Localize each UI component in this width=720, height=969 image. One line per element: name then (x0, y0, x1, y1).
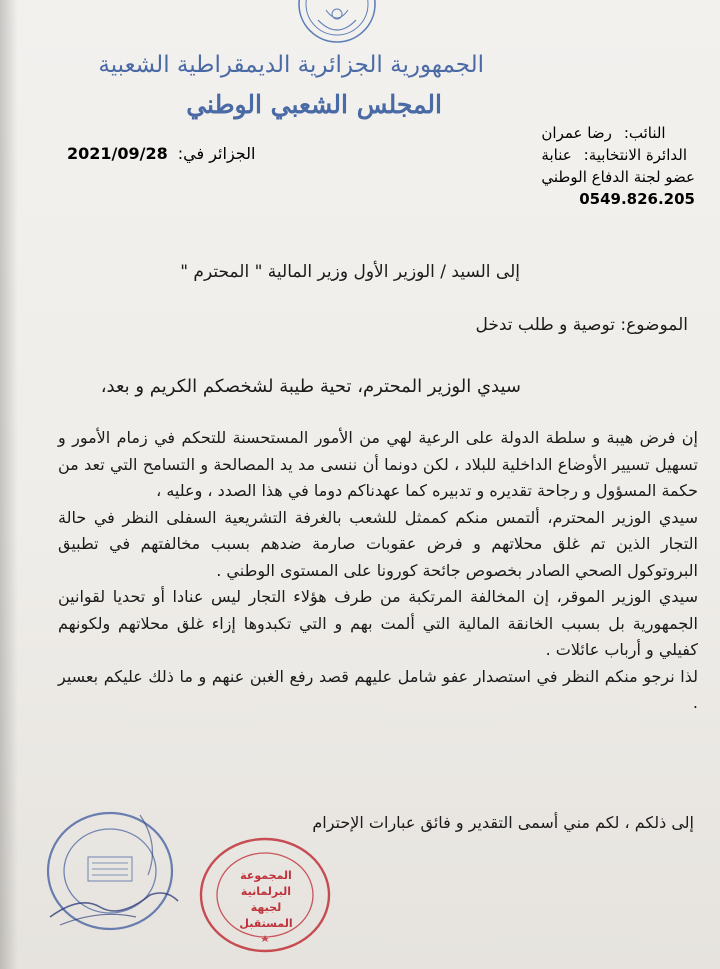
greeting-line: سيدي الوزير المحترم، تحية طيبة لشخصكم الكريم و بعد، (100, 376, 521, 397)
subject-line: الموضوع: توصية و طلب تدخل (475, 315, 688, 335)
deputy-label: النائب: (623, 124, 666, 142)
deputy-name: رضا عمران (541, 124, 612, 142)
closing-line: إلى ذلكم ، لكم مني أسمى التقدير و فائق عبارات الإحترام (312, 813, 694, 832)
body-paragraph: لذا نرجو منكم النظر في استصدار عفو شامل عليهم قصد رفع الغبن عنهم و ما ذلك عليكم بعسير . (58, 666, 698, 712)
district-value: عنابة (541, 146, 572, 164)
body-paragraph: سيدي الوزير الموقر، إن المخالفة المرتكبة من طرف هؤلاء التجار ليس عنادا أو تحديا لقوانين الجمهورية بل بسبب الخانقة المالية التي ألمت بهم و التي تكبدوها إزاء غلق محلاتهم ولكونهم كفيلي و أرباب عائلات . (58, 587, 698, 659)
addressee-line: إلى السيد / الوزير الأول وزير المالية " المحترم " (180, 262, 520, 282)
deputy-row (541, 122, 695, 144)
red-stamp-text: المجموعة البرلمانية لجبهة المستقبل (239, 869, 293, 930)
body-paragraph: إن فرض هيبة و سلطة الدولة على الرعية لهي من الأمور المستحسنة للتحكم في زمام الأمور و تسهيل تسيير الأوضاع الداخلية للبلاد ، لكن دونما أن ننسى مد يد المصالحة و التسامح التي تعد من حكمة المسؤول و رجاحة تقديره و تدبيره كما عهدناكم دوما في هذا الصدد ، وعليه ، (58, 428, 698, 500)
district-row (541, 144, 695, 166)
dateline-label: الجزائر في: (177, 144, 256, 163)
committee-line: عضو لجنة الدفاع الوطني (541, 168, 695, 186)
body-paragraph: سيدي الوزير المحترم، ألتمس منكم كممثل للشعب بالغرفة التشريعية السفلى النظر في حالة التجار الذين تم غلق محلاتهم و فرض عقوبات صارمة ضدهم بسبب مخالفتهم في تطبيق البروتوكول الصحي الصادر بخصوص جائحة كورونا على المستوى الوطني . (58, 507, 698, 580)
blue-official-stamp (40, 805, 182, 937)
page-edge-shadow (0, 0, 18, 969)
assembly-heading: المجلس الشعبي الوطني (186, 90, 442, 119)
letter-date: 2021/09/28 (67, 144, 168, 163)
dateline (67, 144, 255, 163)
national-emblem-icon (296, 0, 378, 46)
district-label: الدائرة الانتخابية: (583, 146, 688, 164)
phone-number: 0549.826.205 (579, 190, 695, 208)
republic-heading: الجمهورية الجزائرية الديمقراطية الشعبية (98, 52, 484, 78)
sender-block (541, 122, 695, 210)
letter-body (58, 425, 698, 717)
